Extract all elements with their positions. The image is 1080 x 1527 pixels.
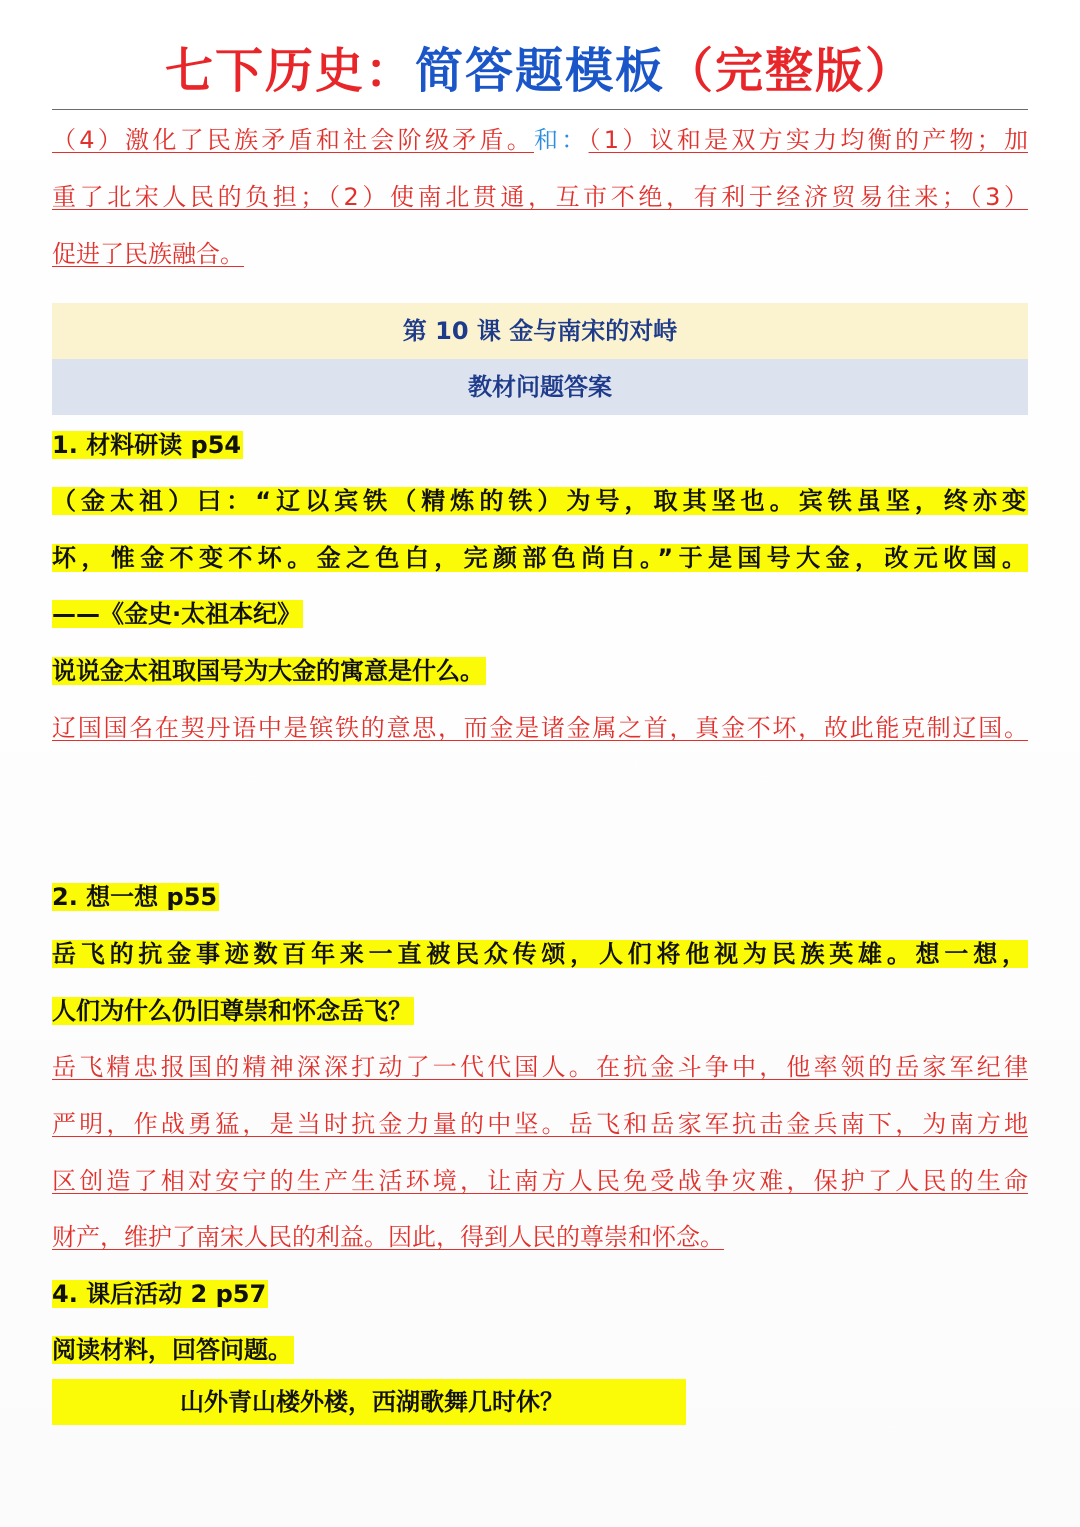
page-title (0, 38, 1080, 104)
lesson-title: 第 10 课 金与南宋的对峙 (402, 317, 678, 345)
q4-instruction-row (52, 1329, 294, 1371)
q1-material-line-1 (52, 480, 1028, 522)
q1-material-2: 坏，惟金不变不坏。金之色白，完颜部色尚白。”于是国号大金，改元收国。 (52, 544, 1026, 572)
q4-instruction: 阅读材料，回答问题。 (52, 1336, 292, 1364)
q1-answer-row (52, 707, 1028, 749)
q2-answer-line-3 (52, 1160, 1028, 1202)
q2-answer-2: 严明，作战勇猛，是当时抗金力量的中坚。岳飞和岳家军抗击金兵南下，为南方地 (52, 1110, 1028, 1138)
title-prefix: 七下历史： (164, 43, 415, 99)
q1-source: ——《金史·太祖本纪》 (52, 600, 302, 628)
q2-answer-line-1 (52, 1046, 1028, 1088)
title-main: 简答题模板 (414, 43, 665, 99)
intro-line-1 (52, 119, 1028, 161)
q1-heading: 1. 材料研读 p54 (52, 431, 242, 459)
q1-source-row (52, 593, 303, 635)
title-suffix: （完整版） (665, 43, 916, 99)
q4-heading-row (52, 1273, 268, 1315)
lesson-subtitle-band (52, 359, 1028, 415)
q1-heading-row (52, 424, 243, 466)
q2-answer-3: 区创造了相对安宁的生产生活环境，让南方人民免受战争灾难，保护了人民的生命 (52, 1167, 1028, 1195)
q2-question-line-1 (52, 933, 1028, 975)
q2-heading: 2. 想一想 p55 (52, 883, 218, 911)
intro-text-2: 重了北宋人民的负担；（2）使南北贯通，互市不绝，有利于经济贸易往来；（3） (52, 183, 1028, 211)
q2-answer-1: 岳飞精忠报国的精神深深打动了一代代国人。在抗金斗争中，他率领的岳家军纪律 (52, 1053, 1028, 1081)
intro-text-a: （4）激化了民族矛盾和社会阶级矛盾。 (52, 126, 534, 154)
q1-material-1: （金太祖）曰：“辽以宾铁（精炼的铁）为号，取其坚也。宾铁虽坚，终亦变 (52, 487, 1026, 515)
q4-poem: 山外青山楼外楼，西湖歌舞几时休？ (52, 1379, 686, 1425)
lesson-subtitle: 教材问题答案 (468, 373, 612, 401)
q2-answer-line-4 (52, 1216, 724, 1258)
q2-question-2: 人们为什么仍旧尊崇和怀念岳飞？ (52, 997, 412, 1025)
title-divider (52, 109, 1028, 110)
q2-answer-4: 财产，维护了南宋人民的利益。因此，得到人民的尊崇和怀念。 (52, 1223, 724, 1251)
intro-label-he: 和： (534, 126, 589, 154)
q2-answer-line-2 (52, 1103, 1028, 1145)
q2-question-line-2 (52, 990, 414, 1032)
intro-text-c: （1）议和是双方实力均衡的产物；加 (588, 126, 1028, 154)
q4-heading: 4. 课后活动 2 p57 (52, 1280, 267, 1308)
q2-question-1: 岳飞的抗金事迹数百年来一直被民众传颂，人们将他视为民族英雄。想一想， (52, 940, 1026, 968)
intro-line-2 (52, 176, 1028, 218)
intro-line-3 (52, 233, 244, 275)
lesson-title-band (52, 303, 1028, 359)
q1-question-row (52, 650, 486, 692)
q1-answer: 辽国国名在契丹语中是镔铁的意思，而金是诸金属之首，真金不坏，故此能克制辽国。 (52, 714, 1028, 742)
intro-text-3: 促进了民族融合。 (52, 240, 244, 268)
q1-material-line-2 (52, 537, 1028, 579)
q2-heading-row (52, 876, 219, 918)
q1-question: 说说金太祖取国号为大金的寓意是什么。 (52, 657, 484, 685)
